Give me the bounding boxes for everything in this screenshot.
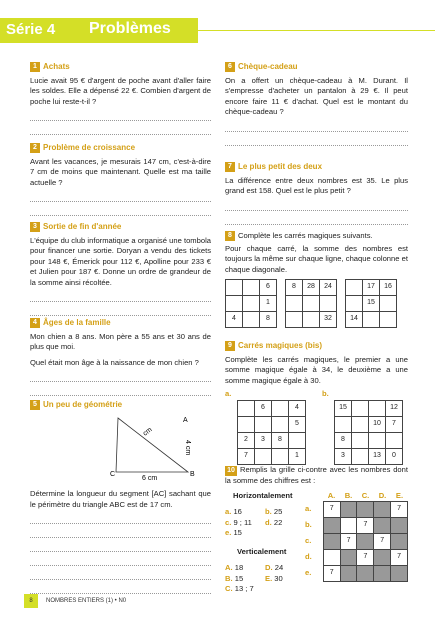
crossword-cell: 7 — [340, 534, 357, 550]
magic-square-3 — [345, 279, 397, 328]
crossword-cell: 7 — [323, 566, 340, 582]
crossword-cell[interactable] — [374, 550, 391, 566]
crossword-cell: 7 — [391, 502, 408, 518]
exercise-title: Complète les carrés magiques suivants. — [238, 231, 373, 240]
grid-cell[interactable] — [386, 432, 403, 448]
grid-cell: 4 — [289, 400, 306, 416]
grid-cell[interactable] — [238, 400, 255, 416]
exercise-1 — [30, 62, 211, 135]
row-label: a. — [305, 504, 312, 513]
grid-cell[interactable] — [286, 296, 303, 312]
crossword-cell[interactable] — [391, 534, 408, 550]
crossword-column-labels — [323, 491, 408, 502]
magic-square-grid — [334, 400, 403, 465]
grid-cell[interactable] — [286, 312, 303, 328]
column-label: E. — [395, 490, 404, 500]
grid-cell: 12 — [386, 400, 403, 416]
grid-cell[interactable] — [303, 296, 320, 312]
grid-cell[interactable] — [320, 296, 337, 312]
grid-cell[interactable] — [380, 296, 397, 312]
grid-cell: 14 — [346, 312, 363, 328]
answer-line[interactable] — [30, 538, 211, 552]
exercise-3 — [30, 222, 211, 316]
exercise-text: Mon chien a 8 ans. Mon père a 55 ans et 30 ans de plus que moi. — [30, 331, 211, 351]
grid-cell[interactable] — [380, 312, 397, 328]
crossword-cell: 7 — [323, 502, 340, 518]
exercise-number: 8 — [225, 231, 235, 241]
clue-item: D. 24 — [265, 563, 284, 572]
grid-cell[interactable] — [226, 296, 243, 312]
crossword-grid — [323, 501, 408, 582]
crossword-cell[interactable] — [340, 518, 357, 534]
grid-cell: 32 — [320, 312, 337, 328]
exercise-title: Achats — [43, 62, 70, 71]
exercise-title: Sortie de fin d'année — [43, 222, 122, 231]
horizontal-title: Horizontalement — [233, 490, 293, 500]
column-label: D. — [378, 490, 387, 500]
label-a: A — [183, 416, 188, 424]
footer-text: NOMBRES ENTIERS (1) • N0 — [46, 598, 127, 604]
magic-square-1 — [225, 279, 277, 328]
crossword-cell: 7 — [357, 518, 374, 534]
grid-cell[interactable] — [243, 296, 260, 312]
length-bc: 6 cm — [142, 474, 158, 480]
answer-line[interactable] — [30, 382, 211, 396]
exercise-5 — [30, 400, 211, 594]
exercise-number: 9 — [225, 341, 235, 351]
label-b: b. — [322, 389, 329, 398]
crossword-cell[interactable] — [340, 566, 357, 582]
grid-cell[interactable] — [243, 312, 260, 328]
grid-cell[interactable] — [289, 432, 306, 448]
answer-line[interactable] — [225, 211, 408, 225]
answer-line[interactable] — [225, 132, 408, 146]
magic-squares-row — [225, 279, 408, 328]
grid-cell: 7 — [386, 416, 403, 432]
exercise-title: Le plus petit des deux — [238, 162, 323, 171]
label-a: a. — [225, 389, 232, 398]
crossword-cell: 7 — [391, 550, 408, 566]
exercise-9 — [225, 341, 408, 465]
exercise-text: La différence entre deux nombres est 35. Le plus grand est 158. Quel est le plus petit ? — [225, 175, 408, 195]
grid-cell: 10 — [369, 416, 386, 432]
answer-line[interactable] — [30, 510, 211, 524]
grid-cell: 0 — [386, 448, 403, 464]
exercise-title: Un peu de géométrie — [43, 400, 123, 409]
page-title: Problèmes — [89, 20, 171, 37]
grid-cell[interactable] — [369, 432, 386, 448]
grid-cell[interactable] — [238, 416, 255, 432]
answer-line[interactable] — [30, 552, 211, 566]
crossword-cell[interactable] — [323, 550, 340, 566]
answer-line[interactable] — [30, 302, 211, 316]
clue-item: E. 30 — [265, 573, 283, 583]
vertical-clues — [225, 563, 305, 595]
crossword-cell[interactable] — [374, 518, 391, 534]
magic-square-b — [334, 400, 403, 465]
crossword-cell[interactable] — [374, 566, 391, 582]
crossword-cell[interactable] — [357, 502, 374, 518]
grid-cell: 7 — [238, 448, 255, 464]
answer-line[interactable] — [30, 566, 211, 580]
clue-item: c. 9 ; 11 — [225, 517, 252, 527]
answer-line[interactable] — [30, 188, 211, 202]
answer-line[interactable] — [30, 288, 211, 302]
exercise-text: Lucie avait 95 € d'argent de poche avant d'aller faire les soldes. Elle a dépensé 22 €. Combien d'argent de poche lui reste-t-il ? — [30, 75, 211, 106]
grid-cell: 13 — [369, 448, 386, 464]
vertical-title: Verticalement — [237, 546, 287, 556]
grid-cell: 16 — [380, 280, 397, 296]
clue-item: B. 15 — [225, 573, 244, 583]
exercise-text: Pour chaque carré, la somme des nombres est toujours la même sur chaque ligne, chaque colonne et chaque diagonale. — [225, 243, 408, 274]
crossword-cell[interactable] — [357, 534, 374, 550]
grid-cell: 1 — [260, 296, 277, 312]
exercise-6 — [225, 62, 408, 146]
crossword-cell[interactable] — [391, 566, 408, 582]
exercise-question: Quel était mon âge à la naissance de mon chien ? — [30, 357, 199, 367]
exercise-8 — [225, 231, 408, 328]
grid-cell[interactable] — [272, 448, 289, 464]
crossword-cell[interactable] — [374, 502, 391, 518]
series-label: Série 4 — [6, 21, 56, 38]
column-label: B. — [344, 490, 353, 500]
grid-cell[interactable] — [272, 400, 289, 416]
header-rule — [198, 30, 435, 31]
exercise-number: 10 — [225, 466, 237, 476]
crossword-cell[interactable] — [340, 550, 357, 566]
exercise-text: On a offert un chèque-cadeau à M. Durant. Il s'empresse d'acheter un pantalon à 29 €. Il peut encore faire 11 € d'achat. Quel est le montant du chèque-cadeau ? — [225, 75, 408, 116]
crossword-cell: 7 — [357, 550, 374, 566]
page-number: 8 — [24, 594, 38, 608]
answer-line[interactable] — [225, 118, 408, 132]
grid-cell[interactable] — [335, 416, 352, 432]
answer-line[interactable] — [30, 121, 211, 135]
grid-cell: 5 — [289, 416, 306, 432]
exercise-number: 6 — [225, 62, 235, 72]
clue-item: e. 15 — [225, 528, 242, 537]
exercise-4 — [30, 318, 211, 396]
answer-line[interactable] — [30, 107, 211, 121]
answer-line[interactable] — [30, 202, 211, 216]
clue-item: a. 16 — [225, 507, 242, 516]
grid-cell: 8 — [335, 432, 352, 448]
grid-cell: 17 — [363, 280, 380, 296]
row-label: e. — [305, 568, 312, 577]
grid-cell[interactable] — [363, 312, 380, 328]
grid-cell[interactable] — [243, 280, 260, 296]
grid-cell[interactable] — [303, 312, 320, 328]
triangle-figure — [30, 414, 211, 480]
clue-item: d. 22 — [265, 517, 283, 527]
crossword-cell[interactable] — [391, 518, 408, 534]
exercise-title: Chèque-cadeau — [238, 62, 298, 71]
answer-line[interactable] — [225, 197, 408, 211]
exercise-title: Carrés magiques (bis) — [238, 341, 323, 350]
grid-cell: 8 — [286, 280, 303, 296]
column-label: A. — [327, 490, 336, 500]
answer-line[interactable] — [30, 368, 211, 382]
grid-cell[interactable] — [352, 448, 369, 464]
grid-cell: 3 — [255, 432, 272, 448]
grid-cell[interactable] — [352, 416, 369, 432]
grid-cell: 15 — [335, 400, 352, 416]
grid-cell[interactable] — [226, 280, 243, 296]
crossword-cell[interactable] — [357, 566, 374, 582]
crossword-cell[interactable] — [323, 518, 340, 534]
clue-item: b. 25 — [265, 507, 283, 516]
exercise-text: Remplis la grille ci-contre avec les nombres dont la somme des chiffres est : — [225, 465, 408, 485]
exercise-text: Complète les carrés magiques, le premier a une somme magique égale à 34, le deuxième a une somme magique égale à 30. — [225, 354, 408, 385]
exercise-number: 3 — [30, 222, 40, 232]
grid-cell: 8 — [272, 432, 289, 448]
grid-cell: 24 — [320, 280, 337, 296]
exercise-7 — [225, 162, 408, 225]
grid-cell[interactable] — [346, 280, 363, 296]
exercise-text: L'équipe du club informatique a organisé une tombola pour financer une sortie. Doryan a vendu des tickets pour 148 €, Émerick pour 112 €, Apolline pour 233 € et Julien pour 187 €. Donne un ordre de grandeur de la somme ainsi récoltée. — [30, 235, 211, 287]
exercise-text: Avant les vacances, je mesurais 147 cm, c'est-à-dire 7 cm de moins que maintenant. Quelle est ma taille actuelle ? — [30, 156, 211, 187]
grid-cell: 8 — [260, 312, 277, 328]
grid-cell: 28 — [303, 280, 320, 296]
grid-cell: 1 — [289, 448, 306, 464]
column-label: C. — [361, 490, 370, 500]
grid-cell: 2 — [238, 432, 255, 448]
grid-cell[interactable] — [352, 432, 369, 448]
answer-line[interactable] — [30, 524, 211, 538]
grid-cell[interactable] — [255, 416, 272, 432]
magic-square-a — [237, 400, 306, 465]
length-ca: cm — [141, 425, 154, 438]
crossword-cell[interactable] — [340, 502, 357, 518]
grid-cell[interactable] — [352, 400, 369, 416]
length-ab: 4 cm — [184, 439, 191, 455]
answer-line[interactable] — [30, 580, 211, 594]
triangle-abc — [116, 418, 188, 472]
exercise-title: Problème de croissance — [43, 143, 136, 152]
horizontal-clues — [225, 507, 305, 539]
label-b: B — [190, 470, 195, 478]
crossword-cell[interactable] — [323, 534, 340, 550]
grid-cell: 6 — [255, 400, 272, 416]
grid-cell[interactable] — [272, 416, 289, 432]
row-label: d. — [305, 552, 312, 561]
label-c: C — [110, 470, 116, 478]
grid-cell: 15 — [363, 296, 380, 312]
exercise-number: 7 — [225, 162, 235, 172]
magic-square-2 — [285, 279, 337, 328]
exercise-title: Âges de la famille — [43, 318, 111, 327]
exercise-number: 1 — [30, 62, 40, 72]
exercise-number: 2 — [30, 143, 40, 153]
grid-cell: 6 — [260, 280, 277, 296]
clue-item: C. 13 ; 7 — [225, 584, 254, 593]
exercise-text: Détermine la longueur du segment [AC] sachant que le périmètre du triangle ABC est de 17 cm. — [30, 489, 211, 509]
grid-cell[interactable] — [255, 448, 272, 464]
magic-square-grid — [237, 400, 306, 465]
grid-cell[interactable] — [369, 400, 386, 416]
exercise-number: 5 — [30, 400, 40, 410]
crossword-row-labels — [305, 501, 323, 582]
grid-cell[interactable] — [346, 296, 363, 312]
crossword-cell: 7 — [374, 534, 391, 550]
exercise-2 — [30, 143, 211, 216]
clue-item: A. 18 — [225, 563, 244, 572]
row-label: c. — [305, 536, 312, 545]
exercise-number: 4 — [30, 318, 40, 328]
grid-cell: 3 — [335, 448, 352, 464]
row-label: b. — [305, 520, 312, 529]
exercise-10 — [225, 465, 408, 595]
grid-cell: 4 — [226, 312, 243, 328]
